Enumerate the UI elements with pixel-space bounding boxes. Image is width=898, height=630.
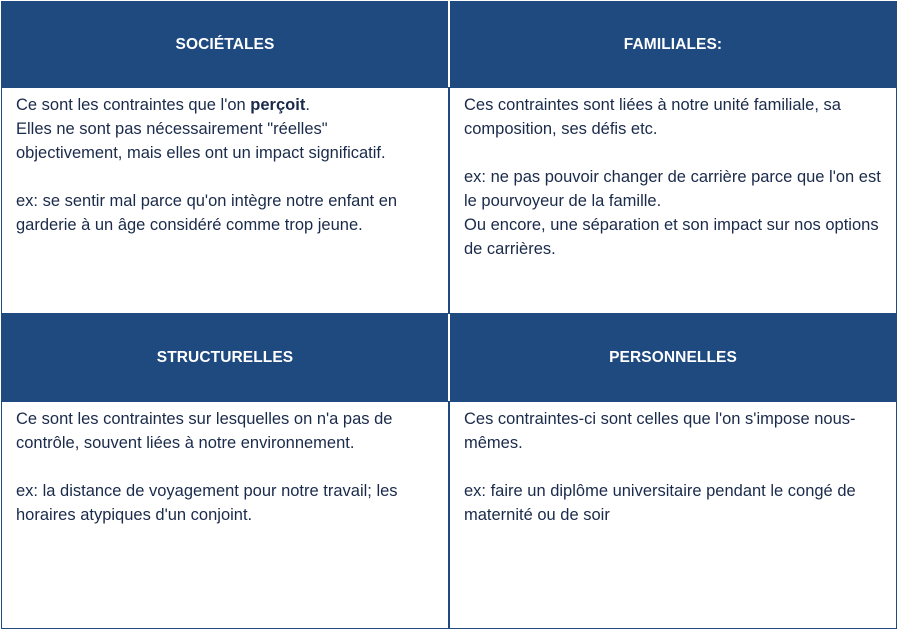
header-personnelles-label: PERSONNELLES xyxy=(609,349,737,366)
header-familiales-label: FAMILIALES: xyxy=(623,35,723,53)
cell-personnelles xyxy=(449,401,897,629)
familiales-description: Ces contraintes sont liées à notre unité familiale, sa composition, ses défis etc. xyxy=(464,96,841,138)
header-column-divider xyxy=(448,314,450,401)
paragraph-gap xyxy=(16,455,434,479)
header-familiales xyxy=(449,1,897,88)
header-societales xyxy=(1,1,449,88)
societales-line1-bold: perçoit xyxy=(250,96,306,114)
societales-example: ex: se sentir mal parce qu'on intègre notre enfant en garderie à un âge considéré comme trop jeune. xyxy=(16,192,398,234)
header-societales-label: SOCIÉTALES xyxy=(175,35,275,53)
header-column-divider xyxy=(448,1,450,87)
paragraph-gap xyxy=(464,455,882,479)
structurelles-description: Ce sont les contraintes sur lesquelles on n'a pas de contrôle, souvent liées à notre environnement. xyxy=(16,410,393,452)
societales-line1-post: . xyxy=(305,96,310,114)
familiales-example2: Ou encore, une séparation et son impact sur nos options de carrières. xyxy=(464,216,879,258)
societales-line1-pre: Ce sont les contraintes que l'on xyxy=(16,96,251,114)
header-personnelles xyxy=(449,314,897,402)
paragraph-gap xyxy=(16,165,434,189)
familiales-example: ex: ne pas pouvoir changer de carrière parce que l'on est le pourvoyeur de la famille. xyxy=(464,168,881,210)
structurelles-example: ex: la distance de voyagement pour notre travail; les horaires atypiques d'un conjoint. xyxy=(16,482,398,524)
societales-description xyxy=(16,93,434,165)
header-structurelles xyxy=(1,314,449,402)
cell-societales xyxy=(1,87,449,314)
cell-familiales xyxy=(449,87,897,314)
societales-para1-rest: Elles ne sont pas nécessairement "réelles" objectivement, mais elles ont un impact significatif. xyxy=(16,120,386,162)
paragraph-gap xyxy=(464,141,882,165)
personnelles-example: ex: faire un diplôme universitaire pendant le congé de maternité ou de soir xyxy=(464,482,856,524)
cell-structurelles xyxy=(1,401,449,629)
header-structurelles-label: STRUCTURELLES xyxy=(156,349,294,366)
personnelles-description: Ces contraintes-ci sont celles que l'on s'impose nous-mêmes. xyxy=(464,410,856,452)
